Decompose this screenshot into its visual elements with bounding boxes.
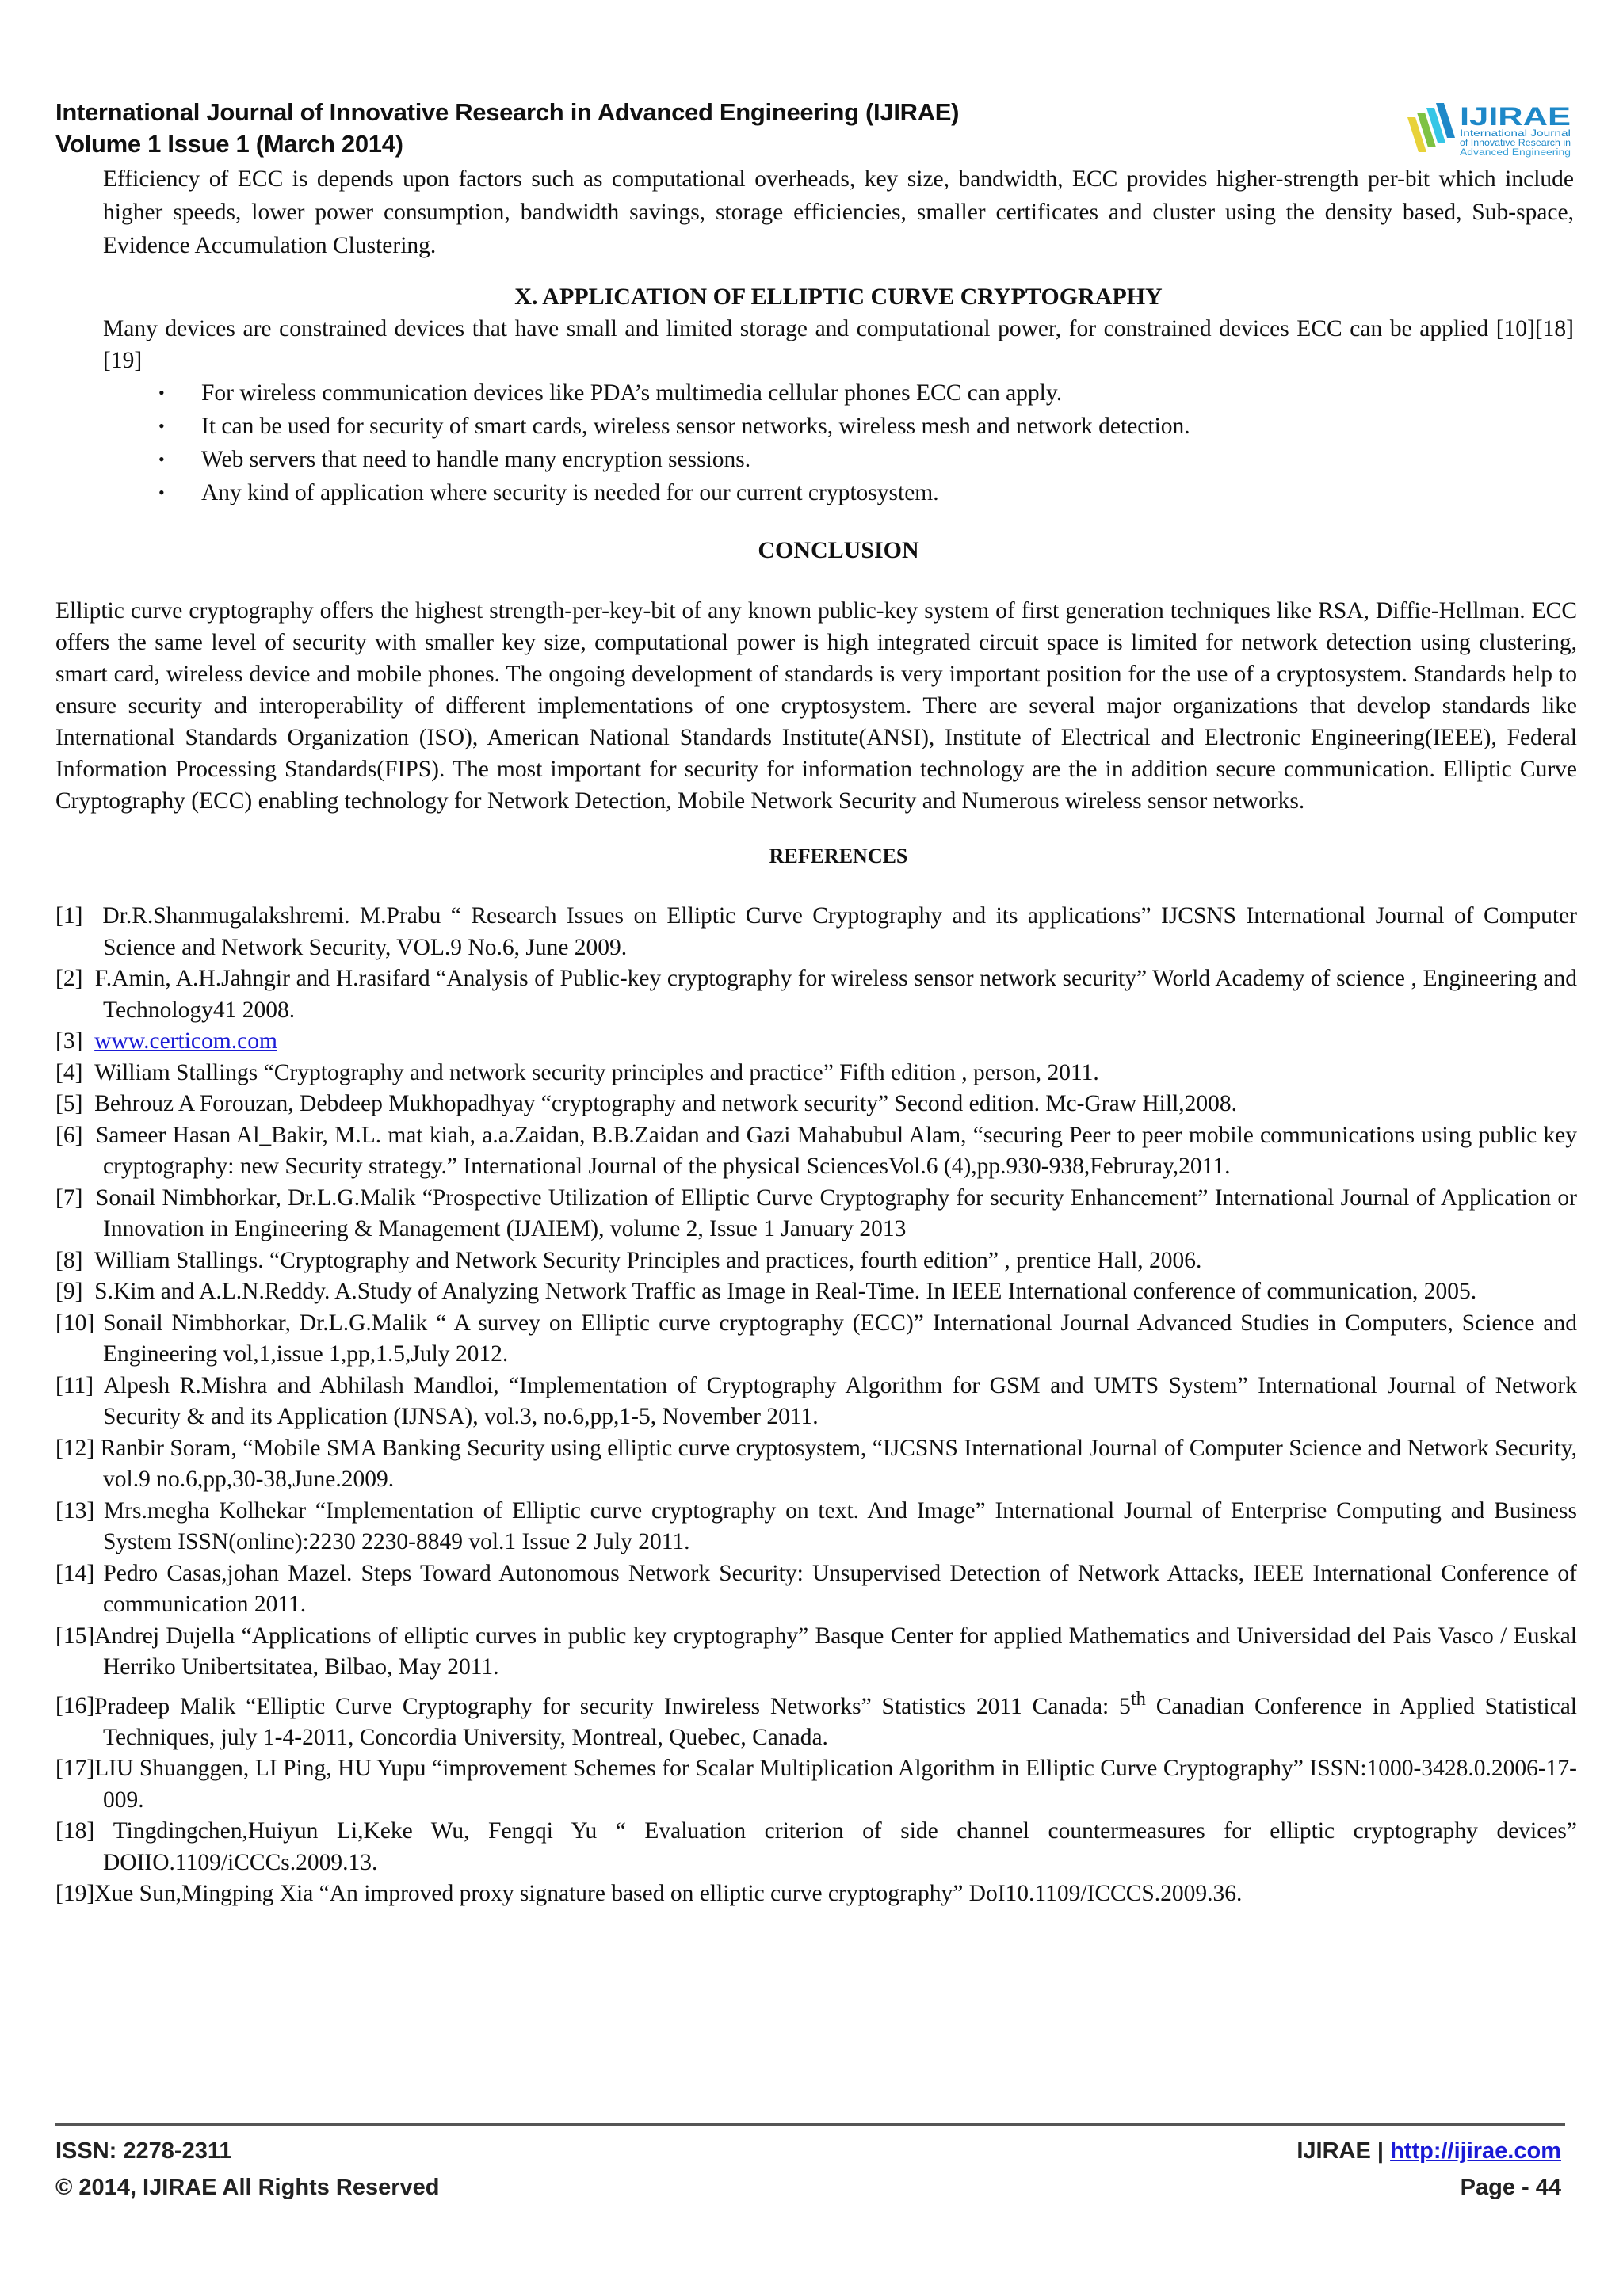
reference-number: [1] [55, 903, 83, 929]
journal-volume: Volume 1 Issue 1 (March 2014) [55, 130, 403, 158]
reference-text: Tingdingchen,Huiyun Li,Keke Wu, Fengqi Yu “ Evaluation criterion of side channel countermeasures for elliptic cryptography devices” DOIIO.1109/iCCCs.2009.13. [103, 1818, 1578, 1875]
footer-right [1296, 2133, 1561, 2206]
ijirae-logo [1404, 101, 1575, 158]
list-item-text: Web servers that need to handle many encryption sessions. [201, 447, 751, 472]
reference-number: [15] [55, 1623, 95, 1649]
reference-text: Andrej Dujella “Applications of elliptic curves in public key cryptography” Basque Center for applied Mathematics and Universidad del Pais Vasco / Euskal Herriko Unibertsitatea, Bilbao, May 2011. [94, 1623, 1577, 1680]
references-heading: REFERENCES [769, 845, 908, 868]
footer-site-label: IJIRAE | [1296, 2138, 1384, 2164]
reference-text: Alpesh R.Mishra and Abhilash Mandloi, “Implementation of Cryptography Algorithm for GSM and UMTS System” International Journal of Network Security & and its Application (IJNSA), vol.3, no.6,pp,1-5, November 2011. [103, 1372, 1577, 1429]
conclusion-heading: CONCLUSION [758, 537, 919, 563]
reference-number: [3] [55, 1028, 83, 1054]
section-x-heading: X. APPLICATION OF ELLIPTIC CURVE CRYPTOGRAPHY [514, 284, 1163, 310]
reference-item [55, 1684, 1577, 1754]
reference-number: [13] [55, 1497, 95, 1524]
logo-name: IJIRAE [1460, 102, 1571, 131]
list-item [158, 443, 1574, 476]
reference-item [55, 963, 1577, 1026]
reference-item [55, 1371, 1577, 1433]
reference-number: [16] [55, 1693, 95, 1719]
footer-copyright: © 2014, IJIRAE All Rights Reserved [55, 2175, 440, 2200]
reference-item [55, 1089, 1577, 1120]
list-item-text: For wireless communication devices like PDA’s multimedia cellular phones ECC can apply. [201, 380, 1063, 406]
reference-number: [9] [55, 1279, 83, 1304]
reference-text: Pedro Casas,johan Mazel. Steps Toward Autonomous Network Security: Unsupervised Detection of Network Attacks, IEEE International Conference of communication 2011. [103, 1560, 1577, 1617]
reference-number: [18] [55, 1818, 95, 1844]
reference-item [55, 1120, 1577, 1183]
reference-number: [2] [55, 966, 83, 991]
reference-text: F.Amin, A.H.Jahngir and H.rasifard “Analysis of Public-key cryptography for wireless sensor network security” World Academy of science , Engineering and Technology41 2008. [94, 966, 1578, 1023]
reference-item [55, 1878, 1577, 1910]
logo-line-3: Advanced Engineering [1460, 148, 1571, 158]
reference-text: Sonail Nimbhorkar, Dr.L.G.Malik “Prospective Utilization of Elliptic Curve Cryptography for security Enhancement” International Journal of Application or Innovation in Engineering & Management (IJAIEM), volume 2, Issue 1 January 2013 [95, 1184, 1578, 1241]
list-item [158, 476, 1574, 509]
reference-text: Xue Sun,Mingping Xia “An improved proxy signature based on elliptic curve cryptography” DoI10.1109/ICCCS.2009.36. [94, 1881, 1243, 1907]
page-header [55, 97, 1561, 160]
reference-item [55, 1276, 1577, 1308]
reference-item [55, 1245, 1577, 1277]
reference-superscript: th [1130, 1688, 1146, 1710]
list-item-text: Any kind of application where security is needed for our current cryptosystem. [201, 480, 939, 505]
article-body [55, 162, 1578, 1910]
reference-text: William Stallings. “Cryptography and Network Security Principles and practices, fourth edition” , prentice Hall, 2006. [94, 1247, 1202, 1273]
reference-item [55, 1183, 1577, 1245]
reference-item [55, 1026, 1577, 1058]
conclusion-paragraph: Elliptic curve cryptography offers the highest strength-per-key-bit of any known public-key system of first generation techniques like RSA, Diffie-Hellman. ECC offers the same level of security with smaller key size, computational power is high integrated circuit space is limited for network detection using clustering, smart card, wireless device and mobile phones. The ongoing development of standards is very important position for the use of a cryptosystem. Standards help to ensure security and interoperability of different implementations of one cryptosystem. There are several major organizations that develop standards like International Standards Organization (ISO), American National Standards Institute(ANSI), Institute of Electrical and Electronic Engineering(IEEE), Federal Information Processing Standards(FIPS). The most important for security for information technology are the in addition secure communication. Elliptic Curve Cryptography (ECC) enabling technology for Network Detection, Mobile Network Security and Numerous wireless sensor networks. [55, 598, 1577, 814]
certicom-link[interactable]: www.certicom.com [94, 1028, 277, 1054]
reference-item [55, 1433, 1577, 1496]
reference-number: [12] [55, 1435, 95, 1461]
footer-site [1296, 2133, 1561, 2169]
reference-item [55, 901, 1577, 963]
reference-item [55, 1058, 1577, 1089]
reference-text: Mrs.megha Kolhekar “Implementation of Elliptic curve cryptography on text. And Image” International Journal of Enterprise Computing and Business System ISSN(online):2230 2230-8849 vol.1 Issue 2 July 2011. [103, 1497, 1578, 1554]
journal-title: International Journal of Innovative Research in Advanced Engineering (IJIRAE) [55, 98, 960, 126]
reference-text: LIU Shuanggen, LI Ping, HU Yupu “improvement Schemes for Scalar Multiplication Algorithm in Elliptic Curve Cryptography” ISSN:1000-3428.0.2006-17-009. [94, 1756, 1577, 1813]
footer-divider [55, 2123, 1565, 2126]
reference-number: [7] [55, 1184, 83, 1211]
reference-text: Ranbir Soram, “Mobile SMA Banking Security using elliptic curve cryptosystem, “IJCSNS International Journal of Computer Science and Network Security, vol.9 no.6,pp,30-38,June.2009. [100, 1435, 1577, 1492]
reference-text: Dr.R.Shanmugalakshremi. M.Prabu “ Research Issues on Elliptic Curve Cryptography and its applications” IJCSNS International Journal of Computer Science and Network Security, VOL.9 No.6, June 2009. [102, 903, 1578, 960]
logo-line-2: of Innovative Research in [1460, 139, 1571, 148]
reference-item [55, 1621, 1577, 1684]
reference-text: Sonail Nimbhorkar, Dr.L.G.Malik “ A survey on Elliptic curve cryptography (ECC)” International Journal Advanced Studies in Computers, Science and Engineering vol,1,issue 1,pp,1.5,July 2012. [103, 1310, 1578, 1367]
footer-site-link[interactable]: http://ijirae.com [1390, 2138, 1561, 2164]
bullet-icon: • [158, 416, 165, 436]
reference-text: Behrouz A Forouzan, Debdeep Mukhopadhyay “cryptography and network security” Second edition. Mc-Graw Hill,2008. [94, 1091, 1238, 1116]
bullet-icon: • [158, 383, 165, 402]
reference-item [55, 1496, 1577, 1558]
reference-number: [5] [55, 1091, 83, 1116]
reference-number: [4] [55, 1059, 83, 1085]
reference-number: [11] [55, 1372, 94, 1398]
reference-text: S.Kim and A.L.N.Reddy. A.Study of Analyzing Network Traffic as Image in Real-Time. In IEEE International conference of communication, 2005. [94, 1279, 1477, 1304]
reference-text: William Stallings “Cryptography and network security principles and practice” Fifth edition , person, 2011. [94, 1059, 1099, 1085]
reference-item [55, 1308, 1577, 1371]
reference-text-after: Canadian Conference in Applied Statistical Techniques, july 1-4-2011, Concordia University, Montreal, Quebec, Canada. [103, 1693, 1577, 1750]
section-x-intro: Many devices are constrained devices that have small and limited storage and computational power, for constrained devices ECC can be applied [10][18][19] [103, 316, 1574, 373]
list-item-text: It can be used for security of smart cards, wireless sensor networks, wireless mesh and network detection. [201, 414, 1190, 439]
reference-list [55, 901, 1577, 1910]
reference-number: [17] [55, 1756, 95, 1782]
efficiency-paragraph: Efficiency of ECC is depends upon factors such as computational overheads, key size, bandwidth, ECC provides higher-strength per-bit which include higher speeds, lower power consumption, bandwidth savings, storage efficiencies, smaller certificates and cluster using the density based, Sub-space, Evidence Accumulation Clustering. [103, 166, 1574, 258]
bullet-icon: • [158, 449, 165, 469]
footer-left [55, 2133, 439, 2206]
reference-number: [14] [55, 1560, 95, 1586]
reference-number: [10] [55, 1310, 95, 1336]
reference-number: [19] [55, 1881, 95, 1907]
application-list [103, 376, 1574, 509]
reference-number: [6] [55, 1122, 83, 1148]
reference-text-before: Pradeep Malik “Elliptic Curve Cryptography for security Inwireless Networks” Statistics 2011 Canada: 5 [94, 1693, 1131, 1719]
reference-text: Sameer Hasan Al_Bakir, M.L. mat kiah, a.a.Zaidan, B.B.Zaidan and Gazi Mahabubul Alam, “securing Peer to peer mobile communications using public key cryptography: new Security strategy.” International Journal of the physical SciencesVol.6 (4),pp.930-938,Februray,2011. [95, 1122, 1578, 1179]
reference-item [55, 1753, 1577, 1816]
list-item [158, 376, 1574, 410]
reference-item [55, 1558, 1577, 1621]
reference-item [55, 1816, 1577, 1878]
reference-number: [8] [55, 1247, 83, 1273]
footer-issn: ISSN: 2278-2311 [55, 2138, 232, 2164]
footer-page-number: Page - 44 [1460, 2175, 1561, 2200]
bullet-icon: • [158, 482, 165, 502]
logo-emblem-icon [1407, 103, 1455, 152]
list-item [158, 410, 1574, 443]
logo-line-1: International Journal [1460, 128, 1571, 139]
